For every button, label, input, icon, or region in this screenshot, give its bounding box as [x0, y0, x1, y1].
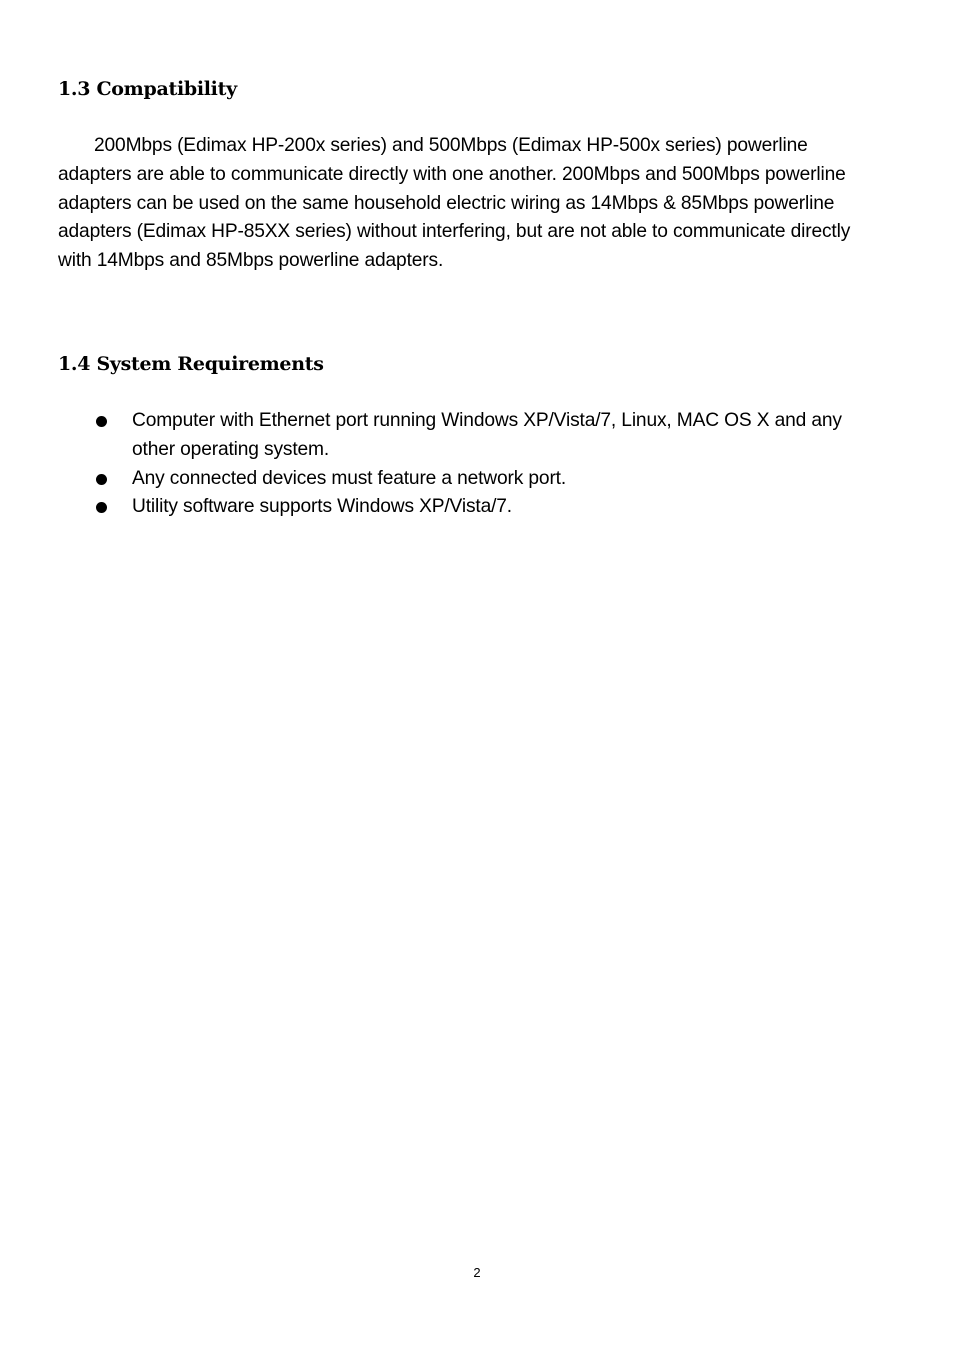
list-item-text: Computer with Ethernet port running Windows XP/Vista/7, Linux, MAC OS X and any other operating system. [132, 410, 842, 460]
list-item-text: Any connected devices must feature a network port. [132, 467, 567, 489]
compatibility-paragraph [58, 132, 884, 276]
compatibility-heading: 1.3 Compatibility [58, 78, 237, 100]
bullet-icon [96, 474, 107, 485]
list-item [58, 493, 888, 522]
system-requirements-heading: 1.4 System Requirements [58, 353, 324, 375]
bullet-icon [96, 502, 107, 513]
page-number: 2 [473, 1265, 481, 1280]
list-item [58, 407, 888, 465]
list-item [58, 465, 888, 494]
list-item-text: Utility software supports Windows XP/Vista/7. [132, 496, 512, 518]
bullet-icon [96, 416, 107, 427]
compatibility-paragraph-text: 200Mbps (Edimax HP-200x series) and 500Mbps (Edimax HP-500x series) powerline adapters are able to communicate directly with one another. 200Mbps and 500Mbps powerline adapters can be used on the same household electric wiring as 14Mbps & 85Mbps powerline adapters (Edimax HP-85XX series) without interfering, but are not able to communicate directly with 14Mbps and 85Mbps powerline adapters. [58, 135, 851, 272]
system-requirements-list [58, 407, 888, 522]
